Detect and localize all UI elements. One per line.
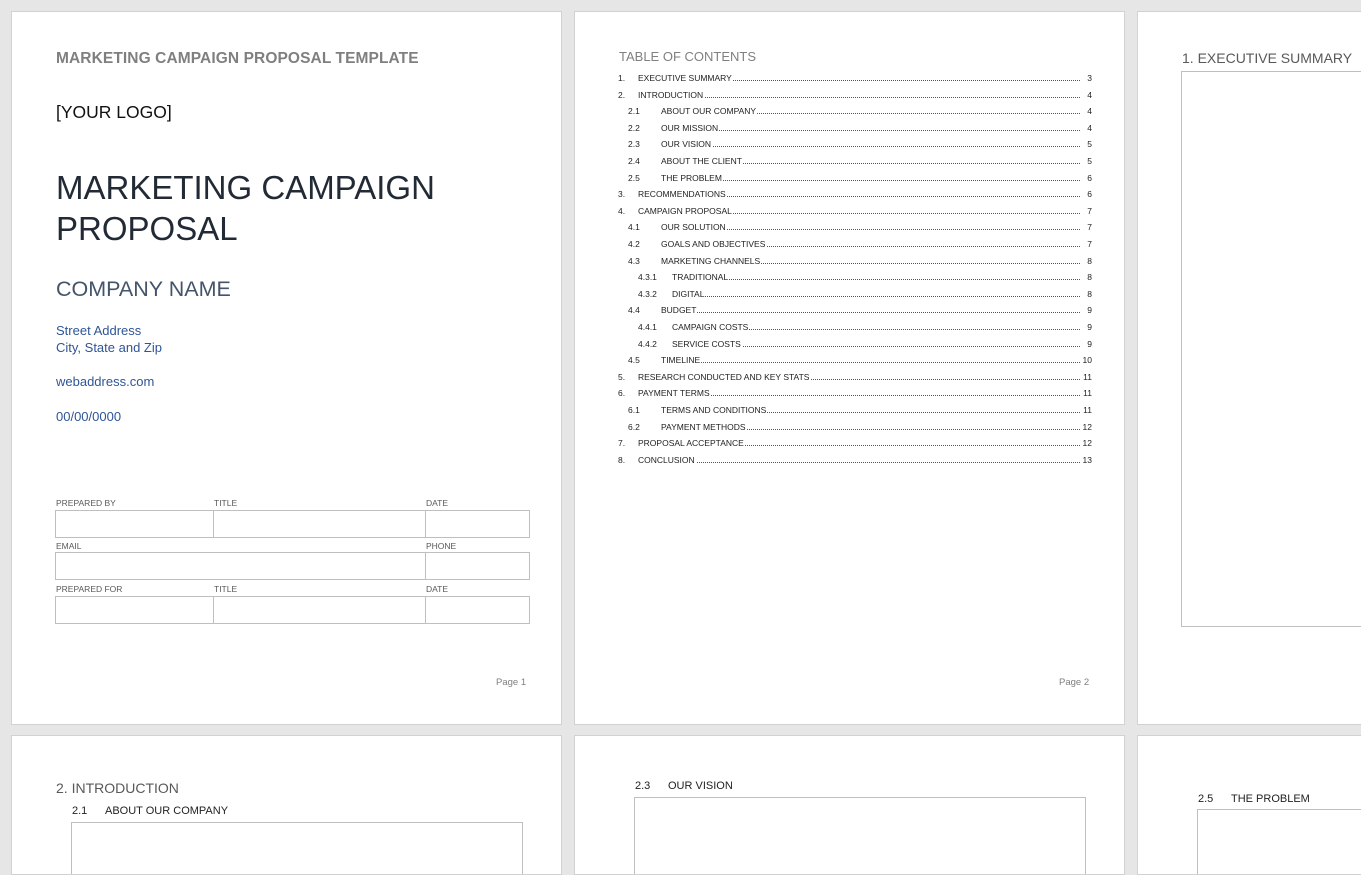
divider	[425, 511, 426, 537]
toc-entry[interactable]	[618, 318, 1092, 332]
page-6	[1137, 735, 1361, 875]
toc-entry[interactable]	[618, 69, 1092, 83]
toc-entry-page: 11	[1083, 371, 1092, 382]
street-address: Street Address	[56, 323, 142, 338]
toc-entry-page: 5	[1087, 156, 1092, 166]
cover-date: 00/00/0000	[56, 409, 122, 424]
toc-entry-title: TIMELINE	[661, 355, 701, 366]
our-vision-box[interactable]	[634, 797, 1086, 875]
toc-entry-number: 1.	[618, 73, 626, 83]
section-heading: 2. INTRODUCTION	[56, 780, 179, 796]
toc-entry-page: 12	[1082, 421, 1092, 432]
toc-entry-title: DIGITAL	[672, 288, 705, 299]
email-phone-row[interactable]	[55, 552, 530, 580]
toc-entry-page: 11	[1083, 405, 1092, 415]
toc-entry-title: PAYMENT METHODS	[661, 421, 746, 432]
toc-dot-leader	[638, 462, 1080, 463]
toc-entry-page: 4	[1087, 122, 1092, 133]
toc-entry[interactable]	[618, 102, 1092, 116]
toc-entry[interactable]	[618, 418, 1092, 432]
divider	[425, 597, 426, 623]
subsection-number: 2.5	[1198, 793, 1214, 805]
toc-entry-number: 6.	[618, 388, 626, 399]
toc-entry-page: 3	[1087, 73, 1092, 83]
toc-entry-number: 4.4.1	[638, 322, 657, 332]
toc-dot-leader	[661, 146, 1080, 147]
prepared-by-row[interactable]	[55, 510, 530, 538]
divider	[213, 511, 214, 537]
divider	[213, 597, 214, 623]
toc-entry[interactable]	[618, 268, 1092, 282]
toc-entry[interactable]	[618, 335, 1092, 349]
toc-entry-number: 8.	[618, 454, 626, 465]
toc-entry-title: RECOMMENDATIONS	[638, 189, 726, 200]
toc-entry[interactable]	[618, 252, 1092, 266]
about-company-box[interactable]	[71, 822, 523, 875]
toc-entry[interactable]	[618, 301, 1092, 315]
toc-entry[interactable]	[618, 384, 1092, 398]
toc-entry-title: CONCLUSION	[638, 454, 695, 465]
label-title-2: TITLE	[214, 584, 238, 594]
toc-entry-number: 4.1	[628, 222, 640, 233]
toc-entry-page: 4	[1087, 89, 1092, 100]
logo-placeholder: [YOUR LOGO]	[56, 102, 172, 122]
toc-entry-number: 4.4	[628, 305, 640, 316]
toc-entry-number: 6.2	[628, 421, 640, 432]
label-email: EMAIL	[56, 541, 82, 551]
toc-entry-title: OUR MISSION	[661, 122, 719, 133]
toc-entry-page: 8	[1087, 288, 1092, 299]
toc-entry[interactable]	[618, 202, 1092, 216]
toc-entry[interactable]	[618, 185, 1092, 199]
toc-entry-title: SERVICE COSTS	[672, 338, 741, 349]
toc-entry-number: 5.	[618, 371, 626, 382]
executive-summary-box[interactable]	[1181, 71, 1361, 627]
toc-entry[interactable]	[618, 169, 1092, 183]
label-title: TITLE	[214, 498, 238, 508]
toc-entry[interactable]	[618, 119, 1092, 133]
toc-entry-number: 6.1	[628, 405, 640, 415]
toc-entry-page: 7	[1087, 222, 1092, 233]
toc-entry-title: OUR VISION	[661, 139, 712, 150]
toc-entry-number: 3.	[618, 189, 626, 200]
toc-entry[interactable]	[618, 451, 1092, 465]
toc-entry-number: 4.5	[628, 355, 640, 366]
toc-entry[interactable]	[618, 235, 1092, 249]
page-3	[1137, 11, 1361, 725]
toc-entry-page: 6	[1087, 172, 1092, 183]
toc-entry-number: 7.	[618, 438, 626, 449]
toc-entry-title: RESEARCH CONDUCTED AND KEY STATS	[638, 371, 810, 382]
toc-entry-title: CAMPAIGN COSTS	[672, 322, 749, 332]
toc-dot-leader	[661, 362, 1080, 363]
toc-dot-leader	[661, 130, 1080, 131]
label-prepared-by: PREPARED BY	[56, 498, 116, 508]
toc-entry-page: 9	[1087, 338, 1092, 349]
toc-entry-number: 2.5	[628, 172, 640, 183]
page-4	[11, 735, 562, 875]
toc-entry-page: 8	[1087, 255, 1092, 266]
toc-entry-page: 5	[1087, 139, 1092, 150]
toc-entry[interactable]	[618, 434, 1092, 448]
page-number: Page 1	[496, 677, 527, 688]
company-name: COMPANY NAME	[56, 277, 231, 301]
toc-entry-title: PAYMENT TERMS	[638, 388, 710, 399]
toc-dot-leader	[672, 279, 1080, 280]
toc-entry-number: 4.3	[628, 255, 640, 266]
toc-entry-title: TERMS AND CONDITIONS	[661, 405, 767, 415]
page-1-cover	[11, 11, 562, 725]
toc-dot-leader	[661, 312, 1080, 313]
label-phone: PHONE	[426, 541, 457, 551]
toc-dot-leader	[638, 97, 1080, 98]
toc-entry[interactable]	[618, 351, 1092, 365]
subsection-title: OUR VISION	[668, 780, 733, 792]
toc-entry[interactable]	[618, 218, 1092, 232]
label-prepared-for: PREPARED FOR	[56, 584, 123, 594]
toc-entry-page: 13	[1082, 454, 1092, 465]
toc-entry-title: GOALS AND OBJECTIVES	[661, 239, 766, 249]
toc-dot-leader	[672, 296, 1080, 297]
toc-entry[interactable]	[618, 401, 1092, 415]
toc-entry-page: 6	[1087, 189, 1092, 200]
toc-entry-page: 7	[1087, 205, 1092, 216]
template-header: MARKETING CAMPAIGN PROPOSAL TEMPLATE	[56, 50, 419, 67]
page-number: Page 2	[1059, 677, 1090, 688]
toc-entry-number: 4.4.2	[638, 338, 657, 349]
doc-title-line2: PROPOSAL	[56, 210, 238, 247]
toc-entry-number: 4.3.2	[638, 288, 657, 299]
toc-entry-number: 2.1	[628, 106, 640, 117]
toc-entry-page: 4	[1087, 106, 1092, 117]
toc-entry-page: 9	[1087, 305, 1092, 316]
label-date: DATE	[426, 498, 449, 508]
prepared-for-row[interactable]	[55, 596, 530, 624]
label-date-2: DATE	[426, 584, 449, 594]
toc-entry-title: CAMPAIGN PROPOSAL	[638, 205, 732, 216]
toc-entry-number: 2.4	[628, 156, 640, 166]
section-heading: 1. EXECUTIVE SUMMARY	[1182, 50, 1353, 66]
toc-heading: TABLE OF CONTENTS	[619, 49, 756, 64]
toc-entry-number: 2.3	[628, 139, 640, 150]
toc-entry-number: 4.	[618, 205, 626, 216]
toc-entry-title: THE PROBLEM	[661, 172, 722, 183]
subsection-title: THE PROBLEM	[1231, 793, 1310, 805]
toc-entry-page: 8	[1087, 272, 1092, 283]
problem-box[interactable]	[1197, 809, 1361, 875]
city-state-zip: City, State and Zip	[56, 340, 162, 355]
toc-entry[interactable]	[618, 135, 1092, 149]
toc-entry[interactable]	[618, 285, 1092, 299]
toc-entry-title: EXECUTIVE SUMMARY	[638, 73, 732, 83]
toc-entry-title: ABOUT OUR COMPANY	[661, 106, 757, 117]
toc-entry-number: 4.3.1	[638, 272, 657, 283]
toc-entry-page: 9	[1087, 322, 1092, 332]
toc-entry-title: BUDGET	[661, 305, 697, 316]
toc-entry-title: PROPOSAL ACCEPTANCE	[638, 438, 744, 449]
toc-dot-leader	[661, 180, 1080, 181]
web-address: webaddress.com	[56, 374, 155, 389]
subsection-title: ABOUT OUR COMPANY	[105, 805, 229, 817]
subsection-number: 2.3	[635, 780, 651, 792]
toc-entry-title: MARKETING CHANNELS	[661, 255, 761, 266]
toc-entry[interactable]	[618, 152, 1092, 166]
toc-entry-title: TRADITIONAL	[672, 272, 729, 283]
toc-entry-page: 11	[1083, 388, 1092, 399]
toc-entry-page: 10	[1082, 355, 1092, 366]
divider	[425, 553, 426, 579]
toc-entry-number: 2.2	[628, 122, 640, 133]
toc-entry[interactable]	[618, 86, 1092, 100]
toc-entry-page: 7	[1087, 239, 1092, 249]
page-5	[574, 735, 1125, 875]
toc-entry-number: 2.	[618, 89, 626, 100]
doc-title-line1: MARKETING CAMPAIGN	[56, 169, 435, 206]
toc-entry-title: ABOUT THE CLIENT	[661, 156, 742, 166]
toc-entry-title: OUR SOLUTION	[661, 222, 726, 233]
toc-entry-title: INTRODUCTION	[638, 89, 704, 100]
subsection-number: 2.1	[72, 805, 88, 817]
toc-entry-page: 12	[1082, 438, 1092, 449]
toc-entry-number: 4.2	[628, 239, 640, 249]
toc-entry[interactable]	[618, 368, 1092, 382]
